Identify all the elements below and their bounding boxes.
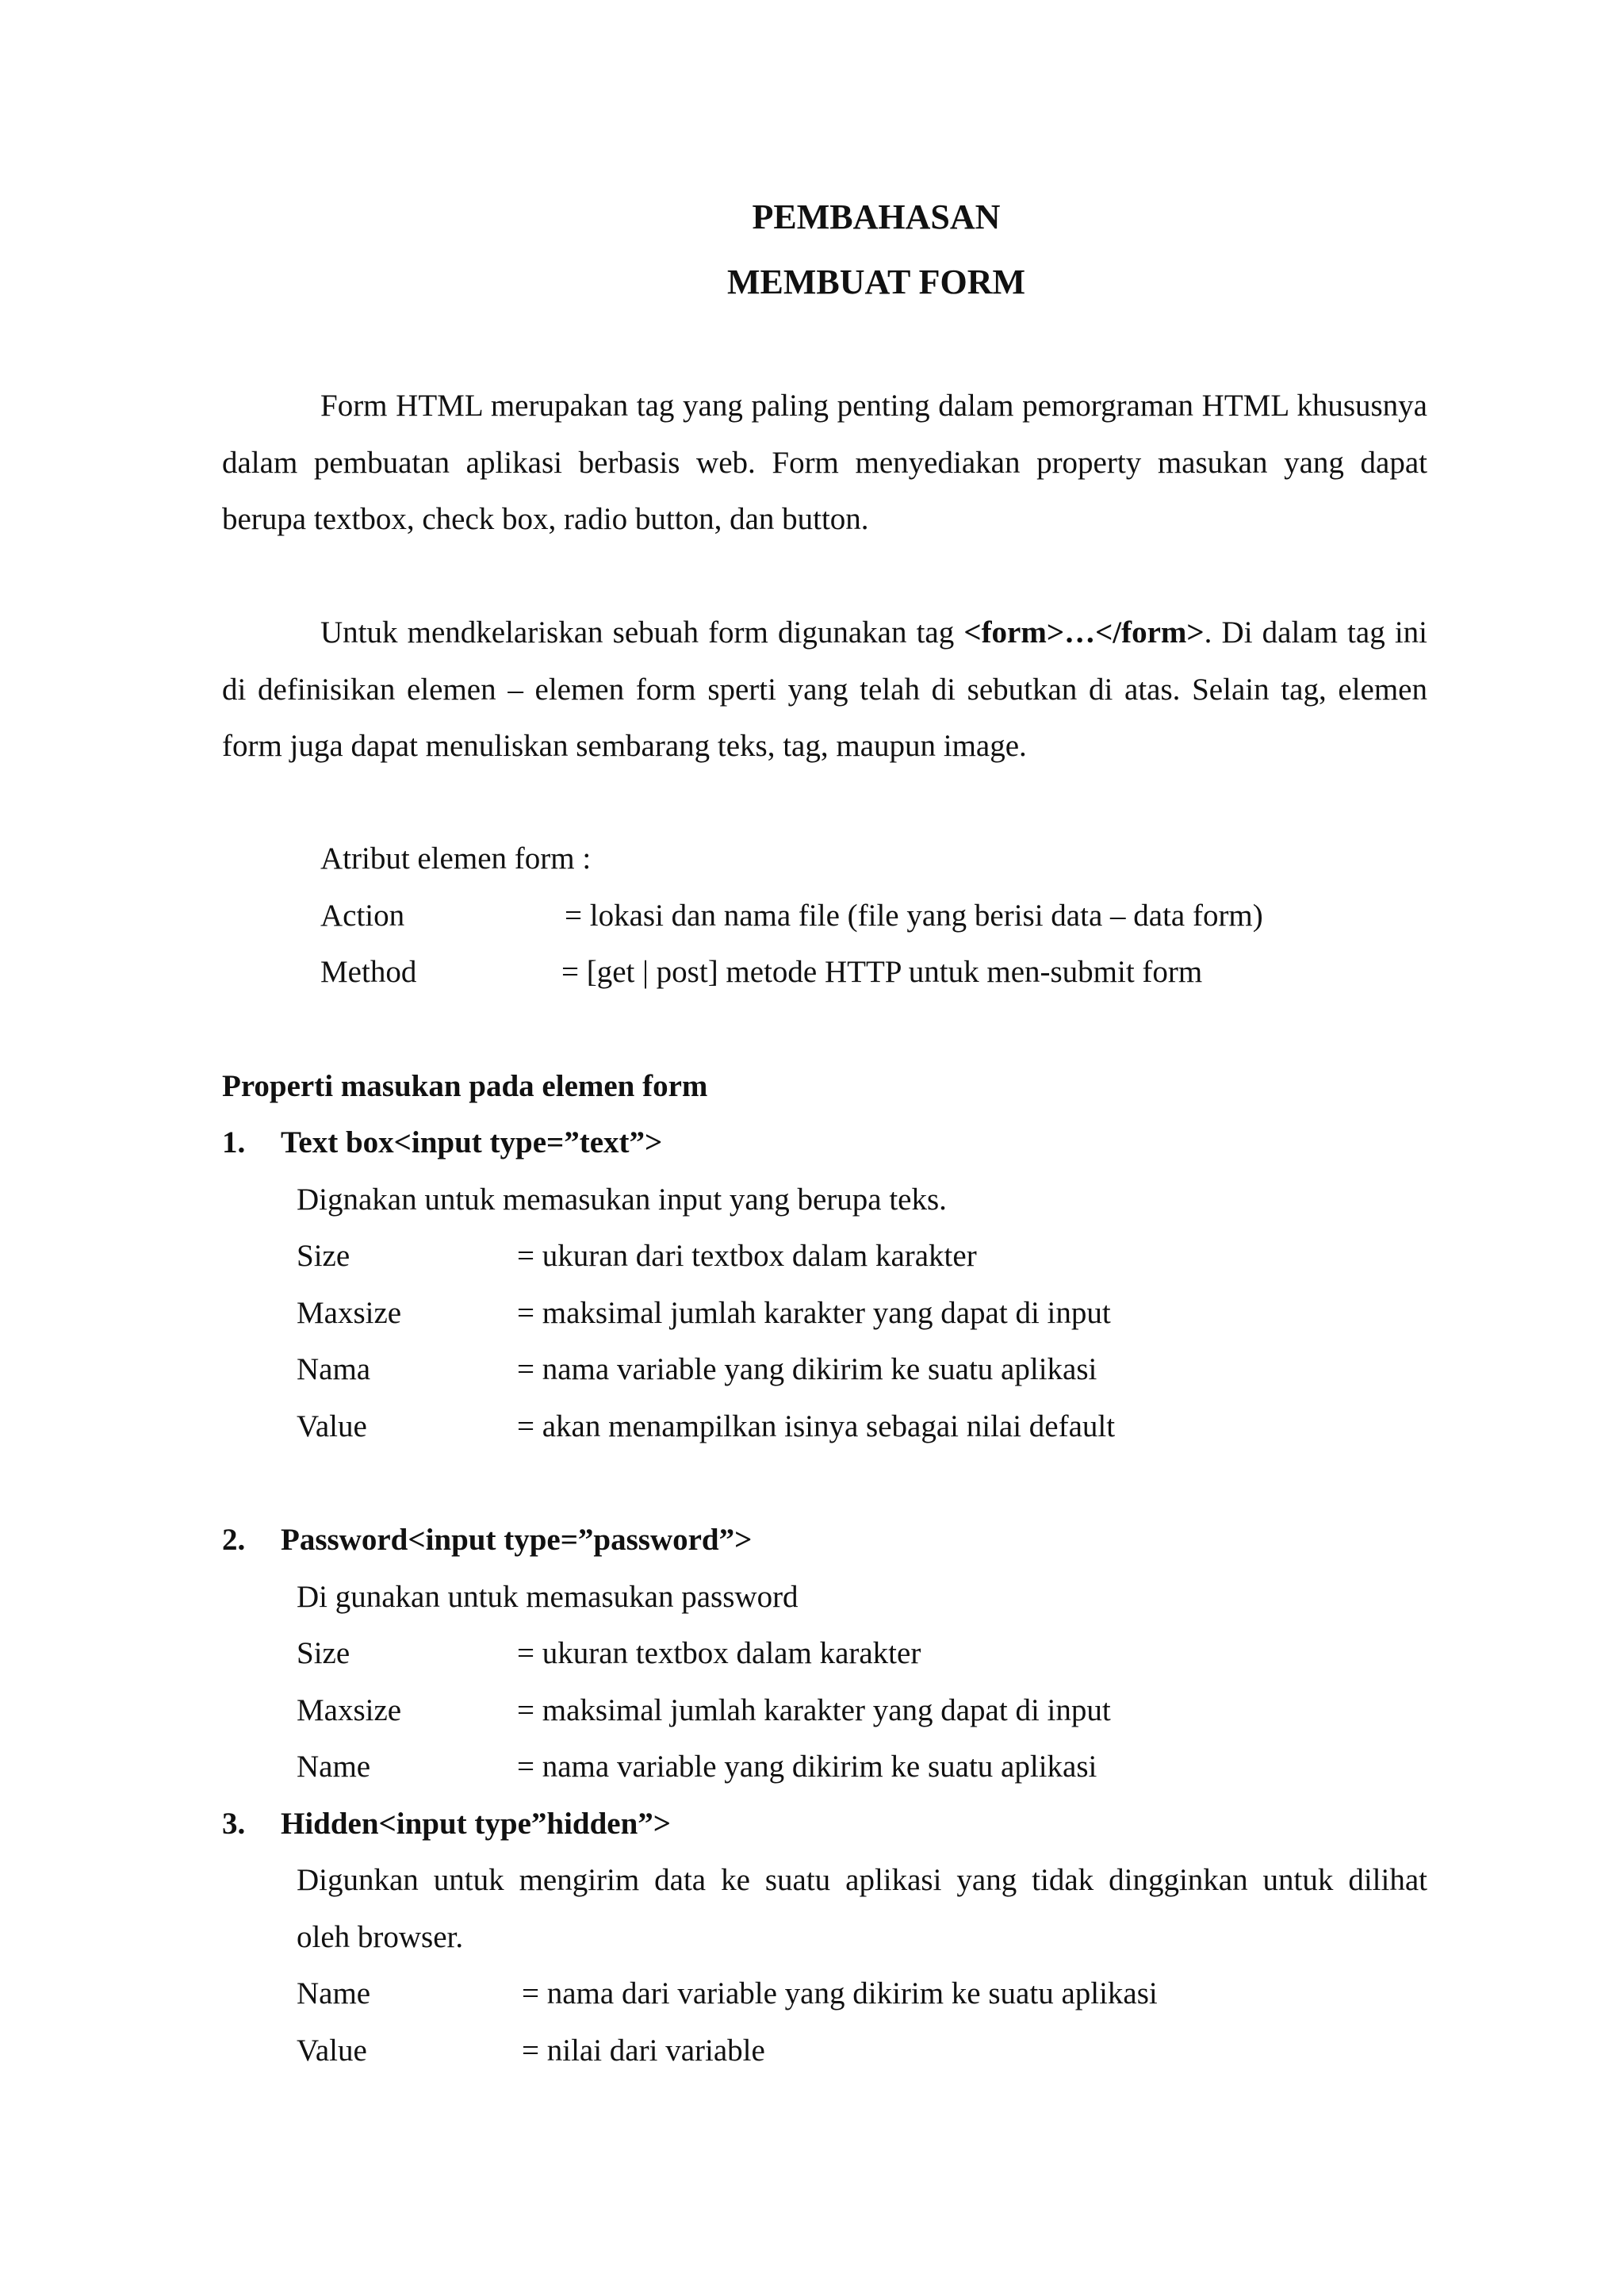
page-title-line1: PEMBAHASAN [752,197,1001,236]
item-1-prop-desc: = nama variable yang dikirim ke suatu aplikasi [517,1352,1097,1386]
intro-paragraph: Form HTML merupakan tag yang paling penting dalam pemorgraman HTML khususnya dalam pembuatan aplikasi berbasis web. Form menyediakan property masukan yang dapat berupa textbox, check box, radio button, dan button. [222,389,1427,536]
item-3-desc-line2: oleh browser. [297,1920,464,1954]
item-1-prop-desc: = maksimal jumlah karakter yang dapat di input [517,1296,1111,1330]
attribute-name-action: Action [320,899,405,933]
paragraph2-after: . Di dalam tag ini di definisikan elemen – elemen form sperti yang telah di sebutkan di atas. Selain tag, elemen form juga dapat menuliskan sembarang teks, tag, maupun image. [222,615,1427,763]
item-3-title: Hidden<input type”hidden”> [281,1807,672,1841]
item-2-prop-name: Size [297,1636,350,1670]
item-1-prop-desc: = akan menampilkan isinya sebagai nilai default [517,1409,1116,1443]
item-2-prop-name: Name [297,1750,371,1784]
item-1-title: Text box<input type=”text”> [281,1125,663,1159]
section-heading: Properti masukan pada elemen form [222,1069,708,1103]
item-2-prop-desc: = maksimal jumlah karakter yang dapat di input [517,1693,1111,1727]
form-tag-code: <form>…</form> [963,615,1205,650]
item-1-prop-name: Maxsize [297,1296,402,1330]
item-2-number: 2. [222,1523,246,1557]
item-2-prop-desc: = ukuran textbox dalam karakter [517,1636,921,1670]
item-3-prop-desc: = nama dari variable yang dikirim ke suatu aplikasi [522,1976,1158,2010]
item-3-prop-name: Value [297,2033,367,2068]
item-1-number: 1. [222,1125,246,1159]
item-2-title: Password<input type=”password”> [281,1523,753,1557]
item-1-prop-name: Nama [297,1352,371,1386]
item-1-desc: Dignakan untuk memasukan input yang berupa teks. [297,1182,947,1217]
attribute-desc-method: = [get | post] metode HTTP untuk men-submit form [561,955,1203,989]
item-3-desc-line1: Digunkan untuk mengirim data ke suatu aplikasi yang tidak dingginkan untuk dilihat [297,1863,1427,1897]
attributes-heading: Atribut elemen form : [320,841,592,876]
item-1-prop-name: Value [297,1409,367,1443]
item-1-prop-desc: = ukuran dari textbox dalam karakter [517,1239,977,1273]
item-3-prop-desc: = nilai dari variable [522,2033,765,2068]
item-3-prop-name: Name [297,1976,371,2010]
item-1-prop-name: Size [297,1239,350,1273]
item-2-desc: Di gunakan untuk memasukan password [297,1580,799,1614]
attribute-name-method: Method [320,955,417,989]
item-2-prop-name: Maxsize [297,1693,402,1727]
attribute-desc-action: = lokasi dan nama file (file yang berisi data – data form) [565,899,1263,933]
paragraph2-before: Untuk mendkelariskan sebuah form digunakan tag [320,615,964,650]
form-tag-paragraph [222,604,1427,775]
item-2-prop-desc: = nama variable yang dikirim ke suatu aplikasi [517,1750,1097,1784]
item-3-number: 3. [222,1807,246,1841]
page-title-line2: MEMBUAT FORM [727,263,1025,301]
